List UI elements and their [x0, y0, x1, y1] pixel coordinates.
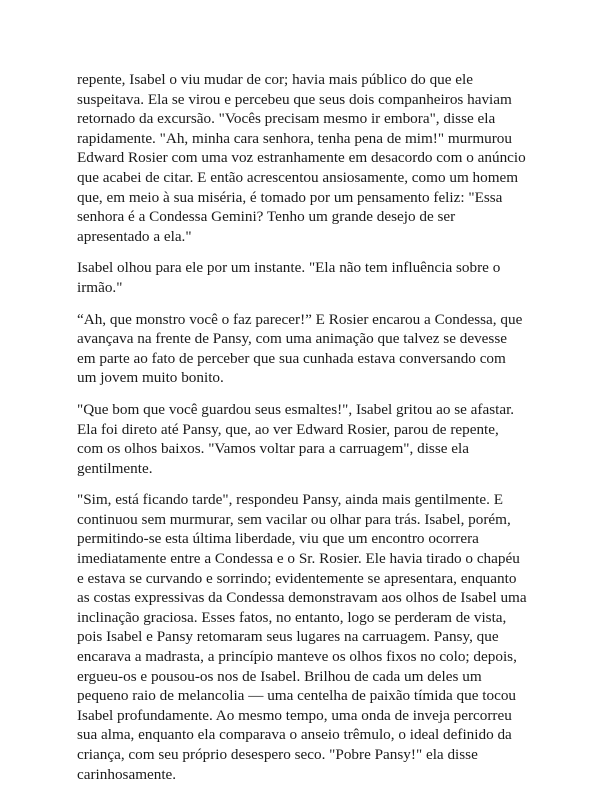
paragraph-2: Isabel olhou para ele por um instante. "Ela não tem influência sobre o irmão." [77, 259, 501, 296]
paragraph-1: repente, Isabel o viu mudar de cor; havia mais público do que ele suspeitava. Ela se virou e percebeu que seus dois companheiros haviam retornado da excursão. "Vocês precisam mesmo ir embora", disse ela rapidamente. "Ah, minha cara senhora, tenha pena de mim!" murmurou Edward Rosier com uma voz estranhamente em desacordo com o anúncio que acabei de citar. E então acrescentou ansiosamente, como um homem que, em meio à sua miséria, é tomado por um pensamento feliz: "Essa senhora é a Condessa Gemini? Tenho um grande desejo de ser apresentado a ela." [77, 71, 526, 245]
paragraph-4: "Que bom que você guardou seus esmaltes!", Isabel gritou ao se afastar. Ela foi direto até Pansy, que, ao ver Edward Rosier, parou de repente, com os olhos baixos. "Vamos voltar para a carruagem", disse ela gentilmente. [77, 400, 515, 477]
paragraph-3: “Ah, que monstro você o faz parecer!” E Rosier encarou a Condessa, que avançava na frente de Pansy, com uma animação que talvez se devesse em parte ao fato de perceber que sua cunhada estava conversando com um jovem muito bonito. [77, 310, 523, 387]
paragraph-5: "Sim, está ficando tarde", respondeu Pansy, ainda mais gentilmente. E continuou sem murmurar, sem vacilar ou olhar para trás. Isabel, porém, permitindo-se esta última liberdade, viu que um encontro ocorrera imediatamente entre a Condessa e o Sr. Rosier. Ele havia tirado o chapéu e estava se curvando e sorrindo; evidentemente se apresentara, enquanto as costas expressivas da Condessa demonstravam aos olhos de Isabel uma inclinação graciosa. Esses fatos, no entanto, logo se perderam de vista, pois Isabel e Pansy retomaram seus lugares na carruagem. Pansy, que encarava a madrasta, a princípio manteve os olhos fixos no colo; depois, ergueu-os e pousou-os nos de Isabel. Brilhou de cada um deles um pequeno raio de melancolia — uma centelha de paixão tímida que tocou Isabel profundamente. Ao mesmo tempo, uma onda de inveja percorreu sua alma, enquanto ela comparava o anseio trêmulo, o ideal definido da criança, com seu próprio desespero seco. "Pobre Pansy!" ela disse carinhosamente. [77, 491, 527, 783]
document-body [77, 70, 527, 796]
